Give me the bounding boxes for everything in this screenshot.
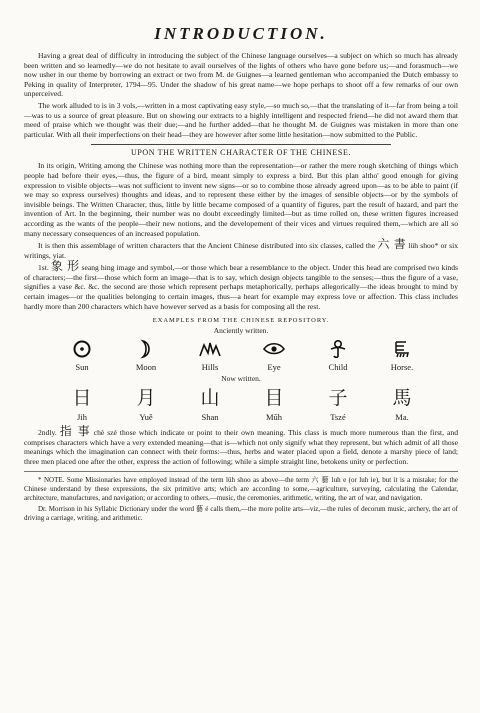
examples-heading: EXAMPLES FROM THE CHINESE REPOSITORY. — [152, 317, 330, 325]
modern-reading-3: Mŭh — [265, 412, 283, 423]
ancient-glyph-horse — [374, 339, 430, 372]
ancient-glyph-child — [310, 339, 366, 372]
footnote-morrison: Dr. Morrison in his Syllabic Dictionary under the word 藝 é calls them,—the more polite arts—viz,—the rules of decorum music, archery, the art of driving a carriage, writing, and arithmetic. — [24, 504, 458, 522]
ancient-label-3: Eye — [267, 362, 281, 373]
eye-glyph-icon — [262, 339, 286, 359]
modern-reading-1: Yuě — [139, 412, 153, 423]
ancient-label-0: Sun — [75, 362, 89, 373]
modern-hanzi-5: 馬 — [392, 387, 412, 410]
ancient-label-5: Horse. — [390, 362, 414, 373]
ancient-label-4: Child — [328, 362, 348, 373]
footnote-note: * NOTE. Some Missionaries have employed instead of the term lüh shoo as above—the term 六 藝 luh e (or luh ie), but it is a mistake; for the Chinese understand by these expressions, the six primitive arts; which are according to some,—agriculture, surveying, calculating the Calendar, architecture, manufactures, and navigation; or according to others,—music, the ceremonies, arithmetic, writing, the art of war, and navigation. — [24, 475, 458, 502]
paragraph-intro: Having a great deal of difficulty in introducing the subject of the Chinese language ourselves—a subject on which so much has already been written and so learnedly—we do not hesitate to avail ourselves of the lights of others who have gone before us;—and forasmuch—we now usher in our theme by borrowing an extract or two from M. de Guignes—a learned gentleman who accompanied the Dutch embassy to Peking in quality of Interpreter, 1794—95. Under the shadow of his great name—we hope perhaps to shoot off a few remarks of our own unperceived. — [24, 51, 458, 99]
second-class-text: chè szé those which indicate or point to their own meaning. This class is much more numerous than the first, and comprises characters which have a very extended meaning—that is—which not only signify what they represent, but which admit of all those meanings which the imagination can connect with their forms:—thus, herbs and water placed upon a field, denote a marshy piece of land; three men placed one after the other, express the action of following; while a simple straight line, betokens unity or perfection. — [24, 428, 458, 467]
modern-hanzi-0: 日 — [72, 387, 92, 410]
footnote-divider — [24, 471, 458, 472]
second-class-hanzi: 指 事 — [59, 424, 91, 439]
first-class-lead: 1st. — [38, 263, 49, 273]
modern-hanzi-4: 子 — [328, 387, 348, 410]
paragraph-origin: In its origin, Writing among the Chinese was nothing more than the representation—or rather the mere rough sketching of things which people had before their eyes,—thus, the figure of a bird, meant simply to express a bird. But this plan altho' good enough for giving expression to visible objects—was not sufficient to invent new signs—or so to combine those already agreed upon—as to be able to paint (if we may so express ourselves) thoughts and ideas, and to represent these either by the images of sensible objects—or by the symbols of invisible beings. The Written Character, thus, little by little became composed of a quantity of figures, part the result of hazard, and part the invention of Art. In the beginning, their number was no doubt exceedingly limited—but as time rolled on, these written figures increased according as the wants of the people—their new notions, and the developement of their vices and virtues required them,—which are all so many necessary consequences of an increased population. — [24, 161, 458, 238]
paragraph-six-classes — [24, 237, 458, 260]
six-classes-text: It is then this assemblage of written characters that the Ancient Chinese distributed into six classes, called the — [38, 241, 376, 251]
paragraph-first-class — [24, 259, 458, 311]
modern-glyph-moon — [118, 387, 174, 422]
modern-glyph-horse — [374, 387, 430, 422]
modern-hanzi-1: 月 — [136, 387, 156, 410]
modern-glyph-child — [310, 387, 366, 422]
ancient-glyph-moon — [118, 339, 174, 372]
sun-glyph-icon — [70, 339, 94, 359]
ancient-label-1: Moon — [135, 362, 157, 373]
page-title: INTRODUCTION. — [154, 24, 328, 43]
first-class-hanzi: 象 形 — [50, 259, 80, 274]
six-classes-tail: lüh shoo* or six writings, yiat. — [24, 241, 458, 260]
child-glyph-icon — [326, 339, 350, 359]
modern-reading-4: Tszé — [330, 412, 346, 423]
ancient-glyph-eye — [246, 339, 302, 372]
ancient-glyph-row — [24, 339, 458, 372]
modern-hanzi-2: 山 — [200, 387, 220, 410]
modern-glyph-eye — [246, 387, 302, 422]
ancient-glyph-sun — [54, 339, 110, 372]
now-written-label: Now written. — [221, 374, 261, 384]
first-class-text: seang hing image and symbol,—or those which bear a resemblance to the object. Under this head are comprised two kinds of characters;—the first—those which form an image—that is to say, which design objects tangible to the senses;—thus the figure of a vase, signifies a vase &c. &c. the second are those which represent perhaps metaphorically, perhaps allegorically—the ideas brought to mind by certain images—or the qualities belonging to certain images, thus—a heart for example may express love or affection. This class includes hardly more than 200 characters which have however served as a basis for composing all the rest. — [24, 263, 458, 311]
moon-glyph-icon — [134, 339, 158, 359]
horse-glyph-icon — [390, 339, 414, 359]
section-heading: UPON THE WRITTEN CHARACTER OF THE CHINESE. — [91, 144, 391, 157]
ancient-glyph-hills — [182, 339, 238, 372]
modern-reading-5: Ma. — [395, 412, 409, 423]
paragraph-second-class — [24, 424, 458, 467]
anciently-written-label: Anciently written. — [213, 326, 269, 336]
ancient-label-2: Hills — [201, 362, 219, 373]
second-class-lead: 2ndly. — [38, 428, 57, 438]
modern-glyph-row — [24, 387, 458, 422]
modern-reading-0: Jih — [77, 412, 87, 423]
hills-glyph-icon — [198, 339, 222, 359]
modern-glyph-hills — [182, 387, 238, 422]
modern-reading-2: Shan — [201, 412, 219, 423]
modern-hanzi-3: 目 — [264, 387, 284, 410]
modern-glyph-sun — [54, 387, 110, 422]
six-writings-hanzi: 六 書 — [377, 237, 407, 252]
paragraph-work: The work alluded to is in 3 vols,—written in a most captivating easy style,—so much so,—that the translating of it—far from being a toil—was to us a source of great pleasure. But on showing our extracts to a highly intelligent and respected friend—he did not award them that meed of praise which we thought was their due;—and he further added—that he thought M. de Guignes was mistaken in more than one particular. With all their imperfections on their head—they are however after some little hesitation—now submitted to the Public. — [24, 100, 458, 139]
